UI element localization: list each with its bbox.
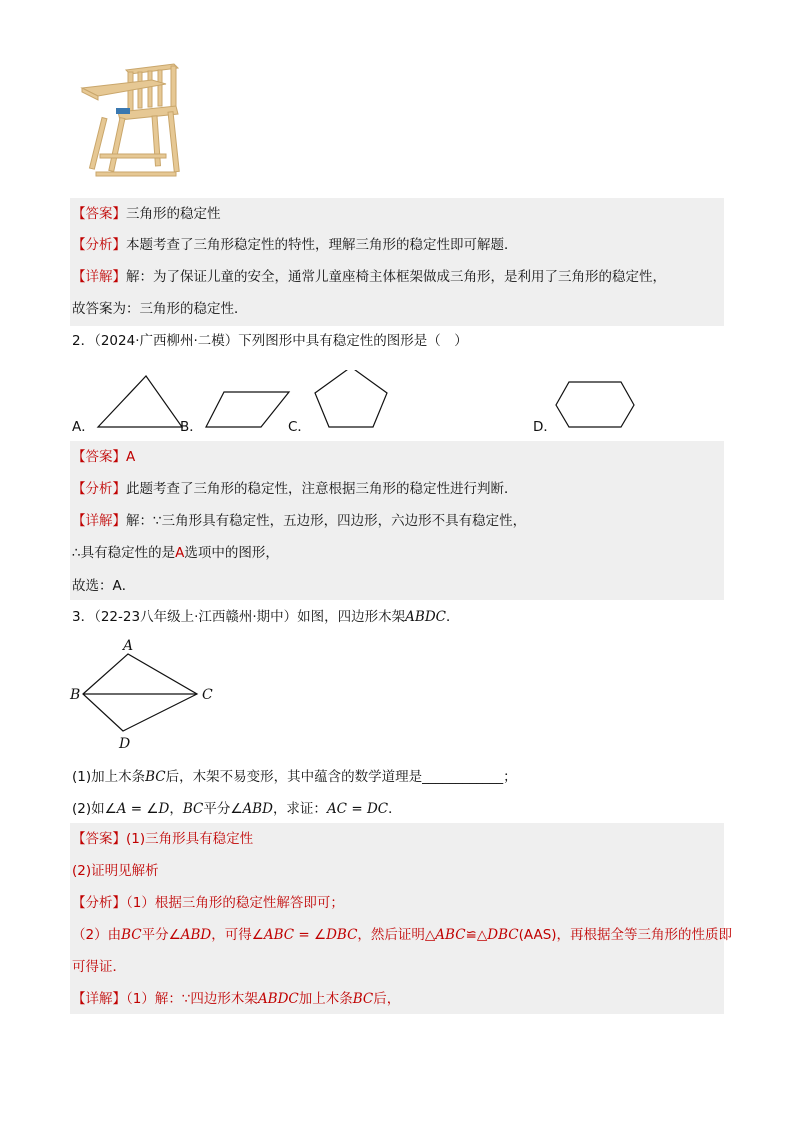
q3-answer-block bbox=[70, 823, 724, 1014]
q3-part1: (1)加上木条BC后，木架不易变形，其中蕴含的数学道理是____________； bbox=[72, 769, 517, 785]
label-a: A bbox=[123, 638, 134, 654]
chair-strap bbox=[116, 108, 130, 114]
q3-answer-line-2: (2)证明见解析 bbox=[72, 863, 159, 879]
q1-analysis-line: 【分析】本题考查了三角形稳定性的特性，理解三角形的稳定性即可解题． bbox=[72, 237, 518, 253]
q1-detail-line-2: 故答案为：三角形的稳定性． bbox=[72, 301, 248, 317]
q2-analysis-line: 【分析】此题考查了三角形的稳定性，注意根据三角形的稳定性进行判断． bbox=[72, 481, 518, 497]
q2-option-a: A． bbox=[72, 419, 95, 435]
q2-answer-line: 【答案】A bbox=[72, 449, 136, 465]
label-c: C bbox=[202, 687, 213, 703]
q3-quadrilateral-figure bbox=[66, 632, 226, 754]
q2-detail-line-1: 【详解】解：∵三角形具有稳定性，五边形，四边形，六边形不具有稳定性， bbox=[72, 513, 527, 529]
q1-answer-line: 【答案】三角形的稳定性 bbox=[72, 206, 221, 222]
q3-part2: (2)如∠A = ∠D，BC平分∠ABD，求证：AC = DC． bbox=[72, 801, 402, 817]
q3-analysis-line-3: 可得证． bbox=[72, 959, 126, 975]
q2-option-c: C． bbox=[288, 419, 311, 435]
quadrilateral-frame bbox=[83, 654, 197, 731]
q2-detail-line-2: ∴具有稳定性的是A选项中的图形， bbox=[72, 545, 279, 561]
q2-detail-line-3: 故选：A． bbox=[72, 578, 136, 594]
q3-analysis-line-1: 【分析】（1）根据三角形的稳定性解答即可； bbox=[72, 895, 344, 911]
label-d: D bbox=[119, 736, 131, 752]
triangle-shape bbox=[98, 376, 182, 427]
q3-stem: 3．（22-23八年级上·江西赣州·期中）如图，四边形木架ABDC． bbox=[72, 609, 460, 625]
q3-detail-line-1: 【详解】（1）解：∵四边形木架ABDC加上木条BC后， bbox=[72, 991, 401, 1007]
q2-option-d: D． bbox=[533, 419, 557, 435]
q2-option-b: B． bbox=[180, 419, 203, 435]
high-chair-image bbox=[78, 62, 188, 182]
hexagon-shape bbox=[556, 382, 634, 427]
q1-detail-line-1: 【详解】解：为了保证儿童的安全，通常儿童座椅主体框架做成三角形，是利用了三角形的稳定性， bbox=[72, 269, 666, 285]
label-b: B bbox=[70, 687, 81, 703]
q3-analysis-line-2: （2）由BC平分∠ABD，可得∠ABC = ∠DBC，然后证明△ABC≌△DBC(AAS)，再根据全等三角形的性质即 bbox=[72, 927, 733, 943]
q3-answer-line-1: 【答案】(1)三角形具有稳定性 bbox=[72, 831, 254, 847]
parallelogram-shape bbox=[206, 392, 289, 427]
q2-stem: 2．（2024·广西柳州·二模）下列图形中具有稳定性的图形是（ ） bbox=[72, 333, 468, 349]
pentagon-shape bbox=[315, 370, 387, 427]
q2-shapes-figure bbox=[90, 370, 650, 432]
